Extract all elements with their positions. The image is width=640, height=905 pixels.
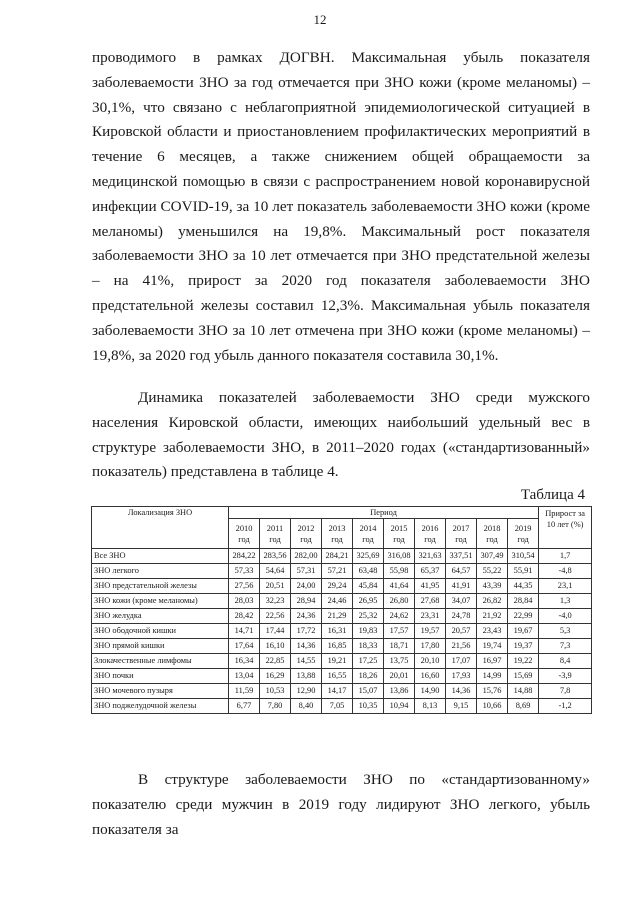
header-year-number: 2017 [452, 524, 470, 533]
row-location: ЗНО кожи (кроме меланомы) [92, 594, 229, 609]
row-value: 27,56 [229, 579, 260, 594]
header-year [508, 519, 539, 549]
row-value: 41,64 [384, 579, 415, 594]
row-value: 307,49 [477, 549, 508, 564]
row-value: 54,64 [260, 564, 291, 579]
row-value: 28,84 [508, 594, 539, 609]
header-year-number: 2014 [359, 524, 377, 533]
row-value: 13,75 [384, 654, 415, 669]
row-value: 21,29 [322, 609, 353, 624]
header-year-unit: год [424, 535, 436, 544]
row-location: ЗНО легкого [92, 564, 229, 579]
row-value: 15,69 [508, 669, 539, 684]
header-year [229, 519, 260, 549]
table-caption: Таблица 4 [520, 487, 585, 503]
row-value: 22,56 [260, 609, 291, 624]
row-value: 13,04 [229, 669, 260, 684]
paragraph-table-intro: Динамика показателей заболеваемости ЗНО среди мужского населения Кировской области, имеющих наибольший удельный вес в структуре заболеваемости ЗНО, в 2011–2020 годах («стандартизованный» показатель) представлена в таблице 4. [92, 389, 590, 481]
row-value: 8,69 [508, 699, 539, 714]
row-value: 16,29 [260, 669, 291, 684]
header-year-number: 2018 [483, 524, 501, 533]
header-year [322, 519, 353, 549]
header-period: Период [229, 507, 539, 519]
paragraph-structure: В структуре заболеваемости ЗНО по «стандартизованному» показателю среди мужчин в 2019 году лидируют ЗНО легкого, убыль показателя за [92, 771, 590, 838]
row-value: 20,10 [415, 654, 446, 669]
row-growth: -4,0 [539, 609, 592, 624]
row-value: 43,39 [477, 579, 508, 594]
row-value: 8,13 [415, 699, 446, 714]
row-value: 63,48 [353, 564, 384, 579]
row-location: ЗНО почки [92, 669, 229, 684]
row-value: 18,26 [353, 669, 384, 684]
header-year-unit: год [393, 535, 405, 544]
row-location: ЗНО прямой кишки [92, 639, 229, 654]
row-location: ЗНО предстательной железы [92, 579, 229, 594]
table-row [92, 579, 592, 594]
header-year-unit: год [517, 535, 529, 544]
row-value: 325,69 [353, 549, 384, 564]
header-location: Локализация ЗНО [92, 507, 229, 549]
header-year [415, 519, 446, 549]
row-value: 6,77 [229, 699, 260, 714]
row-value: 26,95 [353, 594, 384, 609]
row-value: 10,35 [353, 699, 384, 714]
row-value: 23,31 [415, 609, 446, 624]
row-value: 14,90 [415, 684, 446, 699]
row-value: 19,83 [353, 624, 384, 639]
row-location: ЗНО поджелудочной железы [92, 699, 229, 714]
header-year-number: 2015 [390, 524, 408, 533]
table-row [92, 654, 592, 669]
row-location: Все ЗНО [92, 549, 229, 564]
row-value: 17,44 [260, 624, 291, 639]
row-growth: 8,4 [539, 654, 592, 669]
row-value: 57,33 [229, 564, 260, 579]
row-value: 284,22 [229, 549, 260, 564]
header-year [446, 519, 477, 549]
page-number: 12 [313, 12, 327, 27]
header-year-unit: год [269, 535, 281, 544]
row-value: 17,07 [446, 654, 477, 669]
header-year [260, 519, 291, 549]
row-value: 14,55 [291, 654, 322, 669]
row-value: 17,57 [384, 624, 415, 639]
header-growth: Прирост за 10 лет (%) [539, 507, 592, 549]
row-value: 25,32 [353, 609, 384, 624]
row-value: 18,71 [384, 639, 415, 654]
row-value: 310,54 [508, 549, 539, 564]
row-value: 11,59 [229, 684, 260, 699]
table-header-row [92, 507, 592, 519]
row-value: 41,91 [446, 579, 477, 594]
row-growth: -1,2 [539, 699, 592, 714]
row-value: 321,63 [415, 549, 446, 564]
row-value: 316,08 [384, 549, 415, 564]
row-value: 15,76 [477, 684, 508, 699]
row-value: 57,21 [322, 564, 353, 579]
row-value: 26,80 [384, 594, 415, 609]
row-value: 14,99 [477, 669, 508, 684]
row-value: 29,24 [322, 579, 353, 594]
row-value: 17,25 [353, 654, 384, 669]
row-value: 17,93 [446, 669, 477, 684]
row-growth: -4,8 [539, 564, 592, 579]
row-value: 16,97 [477, 654, 508, 669]
table-row [92, 639, 592, 654]
row-value: 24,46 [322, 594, 353, 609]
row-value: 28,03 [229, 594, 260, 609]
row-value: 12,90 [291, 684, 322, 699]
row-value: 20,57 [446, 624, 477, 639]
row-value: 65,37 [415, 564, 446, 579]
row-value: 18,33 [353, 639, 384, 654]
header-year [384, 519, 415, 549]
row-value: 24,78 [446, 609, 477, 624]
row-value: 22,99 [508, 609, 539, 624]
table-row [92, 669, 592, 684]
row-value: 27,68 [415, 594, 446, 609]
table-row [92, 594, 592, 609]
row-value: 10,66 [477, 699, 508, 714]
row-value: 19,74 [477, 639, 508, 654]
table-row [92, 624, 592, 639]
row-value: 16,34 [229, 654, 260, 669]
row-value: 55,91 [508, 564, 539, 579]
header-year [291, 519, 322, 549]
row-value: 337,51 [446, 549, 477, 564]
table-row [92, 609, 592, 624]
row-value: 21,56 [446, 639, 477, 654]
row-value: 17,64 [229, 639, 260, 654]
table-row [92, 564, 592, 579]
row-value: 34,07 [446, 594, 477, 609]
row-value: 16,85 [322, 639, 353, 654]
row-value: 28,94 [291, 594, 322, 609]
row-location: ЗНО желудка [92, 609, 229, 624]
incidence-table [91, 506, 592, 714]
row-value: 55,98 [384, 564, 415, 579]
row-value: 13,86 [384, 684, 415, 699]
row-value: 22,85 [260, 654, 291, 669]
row-location: Злокачественные лимфомы [92, 654, 229, 669]
row-value: 57,31 [291, 564, 322, 579]
row-value: 9,15 [446, 699, 477, 714]
row-value: 283,56 [260, 549, 291, 564]
row-value: 19,22 [508, 654, 539, 669]
row-value: 17,72 [291, 624, 322, 639]
row-value: 7,05 [322, 699, 353, 714]
row-location: ЗНО ободочной кишки [92, 624, 229, 639]
row-value: 41,95 [415, 579, 446, 594]
row-growth: 7,8 [539, 684, 592, 699]
row-value: 19,67 [508, 624, 539, 639]
row-growth: 5,3 [539, 624, 592, 639]
header-year-number: 2016 [421, 524, 439, 533]
header-year [477, 519, 508, 549]
row-value: 10,53 [260, 684, 291, 699]
row-value: 32,23 [260, 594, 291, 609]
row-growth: 1,3 [539, 594, 592, 609]
header-year-unit: год [362, 535, 374, 544]
row-value: 8,40 [291, 699, 322, 714]
row-value: 10,94 [384, 699, 415, 714]
row-value: 20,51 [260, 579, 291, 594]
row-value: 24,00 [291, 579, 322, 594]
row-value: 13,88 [291, 669, 322, 684]
row-value: 28,42 [229, 609, 260, 624]
header-year-number: 2019 [514, 524, 532, 533]
header-year-number: 2011 [266, 524, 284, 533]
row-value: 14,36 [291, 639, 322, 654]
header-year-number: 2010 [235, 524, 253, 533]
header-year-unit: год [455, 535, 467, 544]
row-growth: -3,9 [539, 669, 592, 684]
row-value: 282,00 [291, 549, 322, 564]
row-value: 55,22 [477, 564, 508, 579]
row-value: 19,57 [415, 624, 446, 639]
header-year-unit: год [238, 535, 250, 544]
header-year-unit: год [331, 535, 343, 544]
row-growth: 1,7 [539, 549, 592, 564]
header-year-number: 2012 [297, 524, 315, 533]
row-value: 26,82 [477, 594, 508, 609]
row-value: 45,84 [353, 579, 384, 594]
row-value: 16,60 [415, 669, 446, 684]
row-growth: 7,3 [539, 639, 592, 654]
table-row [92, 549, 592, 564]
table-row [92, 699, 592, 714]
row-growth: 23,1 [539, 579, 592, 594]
row-value: 19,37 [508, 639, 539, 654]
row-value: 284,21 [322, 549, 353, 564]
row-value: 20,01 [384, 669, 415, 684]
row-value: 24,62 [384, 609, 415, 624]
row-value: 7,80 [260, 699, 291, 714]
table-body [92, 549, 592, 714]
row-value: 16,10 [260, 639, 291, 654]
header-year-unit: год [300, 535, 312, 544]
row-value: 16,55 [322, 669, 353, 684]
header-year-unit: год [486, 535, 498, 544]
row-location: ЗНО мочевого пузыря [92, 684, 229, 699]
header-year [353, 519, 384, 549]
row-value: 23,43 [477, 624, 508, 639]
row-value: 14,17 [322, 684, 353, 699]
row-value: 44,35 [508, 579, 539, 594]
row-value: 19,21 [322, 654, 353, 669]
row-value: 14,71 [229, 624, 260, 639]
row-value: 64,57 [446, 564, 477, 579]
table-row [92, 684, 592, 699]
paragraph-skin-cancer-dynamics: проводимого в рамках ДОГВН. Максимальная убыль показателя заболеваемости ЗНО за год отмечается при ЗНО кожи (кроме меланомы) – 30,1%, что связано с неблагоприятной эпидемиологической ситуацией в Кировской области и приостановлением профилактических мероприятий в течение 6 месяцев, а также снижением общей обращаемости за медицинской помощью в связи с распространением новой коронавирусной инфекции COVID-19, за 10 лет показатель заболеваемости ЗНО кожи (кроме меланомы) уменьшился на 19,8%. Максимальный рост показателя заболеваемости ЗНО за 10 лет отмечается при ЗНО предстательной железы – на 41%, прирост за 2020 год показателя заболеваемости ЗНО предстательной железы составил 12,3%. Максимальная убыль показателя заболеваемости ЗНО за 10 лет отмечена при ЗНО кожи (кроме меланомы) – 19,8%, за 2020 год убыль данного показателя составила 30,1%. [92, 49, 590, 364]
row-value: 14,36 [446, 684, 477, 699]
row-value: 15,07 [353, 684, 384, 699]
row-value: 16,31 [322, 624, 353, 639]
row-value: 17,80 [415, 639, 446, 654]
header-year-number: 2013 [328, 524, 346, 533]
row-value: 24,36 [291, 609, 322, 624]
row-value: 14,88 [508, 684, 539, 699]
row-value: 21,92 [477, 609, 508, 624]
